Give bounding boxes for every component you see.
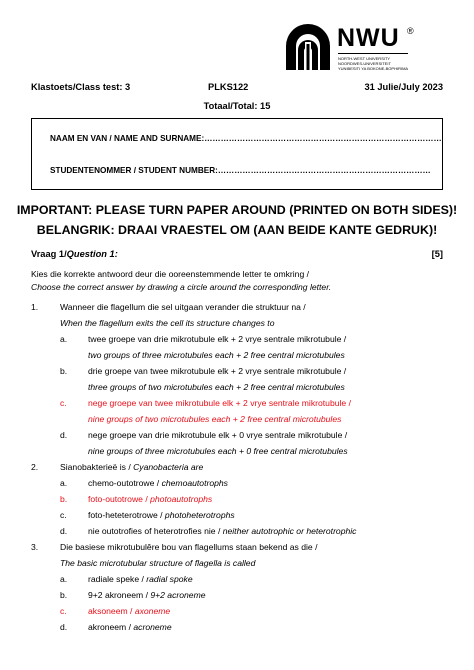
total-marks: Totaal/Total: 15	[203, 101, 271, 111]
item-2-option-c-text: foto-heteterotrowe / photoheterotrophs	[88, 510, 235, 520]
item-2-option-d-letter[interactable]: d.	[60, 526, 68, 536]
item-1-option-c-letter[interactable]: c.	[60, 398, 67, 408]
item-3-number: 3.	[31, 542, 39, 552]
item-2-option-a-letter[interactable]: a.	[60, 478, 68, 488]
item-1-option-b-en: three groups of two microtubules each + 2 free central microtubules	[88, 382, 345, 392]
item-3-option-d-letter[interactable]: d.	[60, 622, 68, 632]
name-field[interactable]: NAAM EN VAN / NAME AND SURNAME:……………………………………………………………………………	[50, 134, 442, 143]
item-1-option-d-en: nine groups of three microtubules each + 0 free central microtubules	[88, 446, 348, 456]
instruction-af: Kies die korrekte antwoord deur die ooreenstemmende letter te omkring /	[31, 269, 310, 279]
nwu-emblem-icon	[283, 24, 333, 72]
instruction-en: Choose the correct answer by drawing a circle around the corresponding letter.	[31, 282, 332, 292]
item-3-option-b-text: 9+2 akroneem / 9+2 acroneme	[88, 590, 206, 600]
logo-name: NWU	[337, 24, 400, 52]
nwu-logo	[283, 22, 433, 74]
student-info-box	[31, 118, 443, 190]
item-2-option-b-letter[interactable]: b.	[60, 494, 68, 504]
item-2-option-b-text: foto-outotrowe / photoautotrophs	[88, 494, 213, 504]
item-3-stem-en: The basic microtubular structure of flagella is called	[60, 558, 256, 568]
logo-divider	[338, 53, 408, 54]
item-1-option-b-letter[interactable]: b.	[60, 366, 68, 376]
item-1-stem-af: Wanneer die flagellum die sel uitgaan verander die struktuur na /	[60, 302, 306, 312]
registered-mark: ®	[407, 26, 414, 36]
logo-line-3: YUNIBESITI YA BOKONE-BOPHIRIMA	[338, 66, 409, 71]
logo-line-1: NORTH-WEST UNIVERSITY	[338, 56, 391, 61]
logo-line-2: NOORDWES-UNIVERSITEIT	[338, 61, 391, 66]
item-3-option-a-letter[interactable]: a.	[60, 574, 68, 584]
item-1-option-d-letter[interactable]: d.	[60, 430, 68, 440]
test-label: Klastoets/Class test: 3	[31, 82, 131, 92]
item-1-option-d-af: nege groepe van drie mikrotubule elk + 0 vrye sentrale mikrotubule /	[88, 430, 348, 440]
test-date: 31 Julie/July 2023	[364, 82, 443, 92]
item-3-option-d-text: akroneem / acroneme	[88, 622, 172, 632]
item-1-number: 1.	[31, 302, 39, 312]
student-number-field[interactable]: STUDENTENOMMER / STUDENT NUMBER:……………………………………………………………………	[50, 166, 431, 175]
item-1-option-a-letter[interactable]: a.	[60, 334, 68, 344]
item-1-option-c-en: nine groups of two microtubules each + 2 free central microtubules	[88, 414, 342, 424]
item-3-option-a-text: radiale speke / radial spoke	[88, 574, 193, 584]
item-3-option-b-letter[interactable]: b.	[60, 590, 68, 600]
important-notice: IMPORTANT: PLEASE TURN PAPER AROUND (PRINTED ON BOTH SIDES)!	[16, 203, 458, 217]
item-3-option-c-letter[interactable]: c.	[60, 606, 67, 616]
item-2-option-a-text: chemo-outotrowe / chemoautotrophs	[88, 478, 228, 488]
module-code: PLKS122	[208, 82, 249, 92]
item-1-option-b-af: drie groepe van twee mikrotubule elk + 2 vrye sentrale mikrotubule /	[88, 366, 347, 376]
item-3-stem-af: Die basiese mikrotubulêre bou van flagellums staan bekend as die /	[60, 542, 318, 552]
item-1-option-a-en: two groups of three microtubules each + 2 free central microtubules	[88, 350, 345, 360]
item-1-option-a-af: twee groepe van drie mikrotubule elk + 2 vrye sentrale mikrotubule /	[88, 334, 347, 344]
item-1-stem-en: When the flagellum exits the cell its structure changes to	[60, 318, 275, 328]
item-2-option-d-text: nie outotrofies of heterotrofies nie / neither autotrophic or heterotrophic	[88, 526, 357, 536]
item-2-stem: Sianobakterieë is / Cyanobacteria are	[60, 462, 204, 472]
belangrik-notice: BELANGRIK: DRAAI VRAESTEL OM (AAN BEIDE KANTE GEDRUK)!	[36, 223, 438, 237]
question-marks: [5]	[431, 249, 443, 259]
item-2-number: 2.	[31, 462, 39, 472]
question-label: Vraag 1/Question 1:	[31, 249, 118, 259]
item-2-option-c-letter[interactable]: c.	[60, 510, 67, 520]
item-3-option-c-text: aksoneem / axoneme	[88, 606, 171, 616]
item-1-option-c-af: nege groepe van twee mikrotubule elk + 2 vrye sentrale mikrotubule /	[88, 398, 351, 408]
